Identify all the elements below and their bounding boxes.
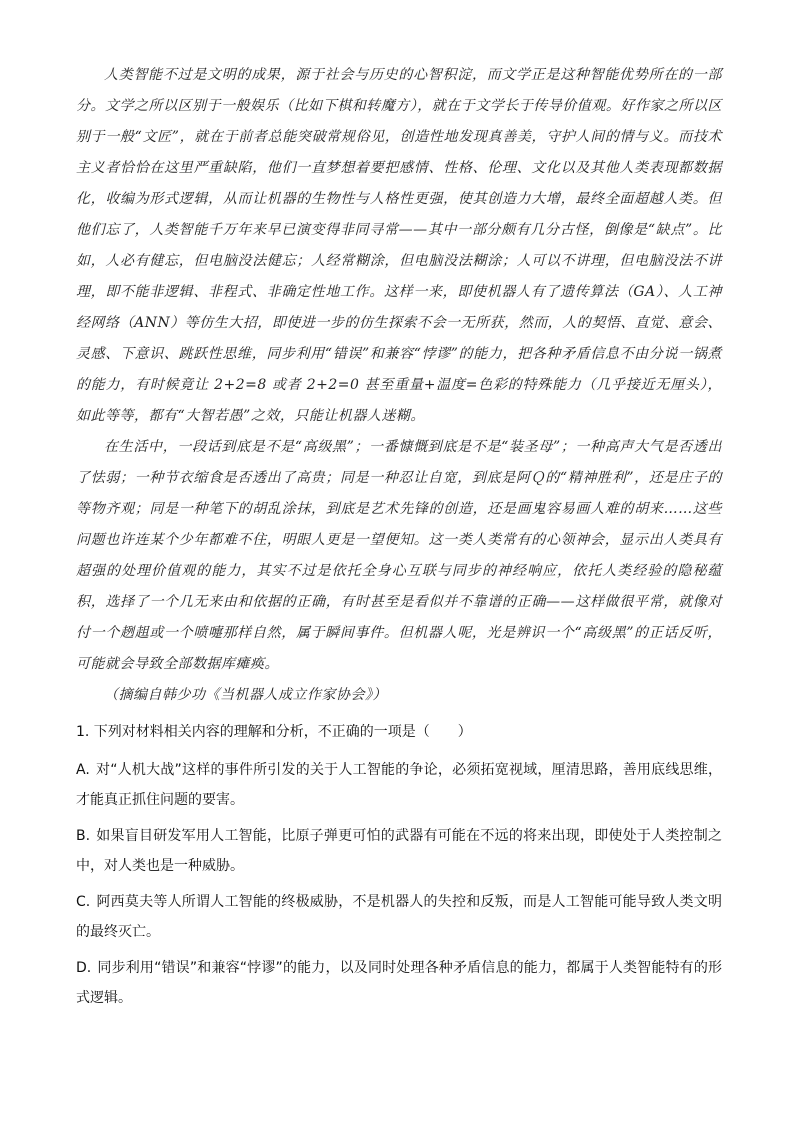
option-c[interactable] xyxy=(76,887,722,947)
option-letter: D. xyxy=(76,960,92,976)
option-text: 同步利用“错误”和兼容“悖谬”的能力，以及同时处理各种矛盾信息的能力，都属于人类智能特有的形式逻辑。 xyxy=(76,960,722,1006)
question-stem: 1. 下列对材料相关内容的理解和分析，不正确的一项是（ ） xyxy=(76,724,472,740)
option-letter: A. xyxy=(76,762,90,778)
option-b[interactable] xyxy=(76,821,722,881)
reading-passage xyxy=(76,60,722,711)
option-letter: B. xyxy=(76,828,91,844)
passage-source: （摘编自韩少功《当机器人成立作家协会》） xyxy=(104,687,387,703)
passage-paragraph-2: 在生活中，一段话到底是不是“高级黑”；一番慷慨到底是不是“装圣母”；一种高声大气是否透出了怯弱；一种节衣缩食是否透出了高贵；同是一种忍让自宽，到底是阿Ｑ的“精神胜利”，还是庄子的等物齐观；同是一种笔下的胡乱涂抹，到底是艺术先锋的创造，还是画鬼容易画人难的胡来……这些问题也许连某个少年都难不住，明眼人更是一望便知。这一类人类常有的心领神会，显示出人类具有超强的处理价值观的能力，其实不过是依托全身心互联与同步的神经响应，依托人类经验的隐秘蕴积，选择了一个几无来由和依据的正确，有时甚至是看似并不靠谱的正确——这样做很平常，就像对付一个趔趄或一个喷嚏那样自然，属于瞬间事件。但机器人呢，光是辨识一个“高级黑”的正话反听，可能就会导致全部数据库瘫痪。 xyxy=(76,439,722,672)
question-1 xyxy=(76,717,722,1013)
passage-paragraph-1: 人类智能不过是文明的成果，源于社会与历史的心智积淀，而文学正是这种智能优势所在的一部分。文学之所以区别于一般娱乐（比如下棋和转魔方），就在于文学长于传导价值观。好作家之所以区别于一般“文匠”，就在于前者总能突破常规俗见，创造性地发现真善美，守护人间的情与义。而技术主义者恰恰在这里严重缺陷，他们一直梦想着要把感情、性格、伦理、文化以及其他人类表现都数据化，收编为形式逻辑，从而让机器的生物性与人格性更强，使其创造力大增，最终全面超越人类。但他们忘了，人类智能千万年来早已演变得非同寻常——其中一部分颇有几分古怪，倒像是“缺点”。比如，人必有健忘，但电脑没法健忘；人经常糊涂，但电脑没法糊涂；人可以不讲理，但电脑没法不讲理，即不能非逻辑、非程式、非确定性地工作。这样一来，即使机器人有了遗传算法（GA）、人工神经网络（ANN）等仿生大招，即使进一步的仿生探索不会一无所获，然而，人的契悟、直觉、意会、灵感、下意识、跳跃性思维，同步利用“错误”和兼容“悖谬”的能力，把各种矛盾信息不由分说一锅煮的能力，有时候竟让 2+2=8 或者 2+2=0 甚至重量+温度=色彩的特殊能力（几乎接近无厘头），如此等等，都有“大智若愚”之效，只能让机器人迷糊。 xyxy=(76,67,722,424)
option-text: 对“人机大战”这样的事件所引发的关于人工智能的争论，必须拓宽视域，厘清思路，善用底线思维，才能真正抓住问题的要害。 xyxy=(76,762,722,808)
option-d[interactable] xyxy=(76,953,722,1013)
option-letter: C. xyxy=(76,894,91,910)
option-text: 阿西莫夫等人所谓人工智能的终极威胁，不是机器人的失控和反叛，而是人工智能可能导致人类文明的最终灭亡。 xyxy=(76,894,722,940)
option-text: 如果盲目研发军用人工智能，比原子弹更可怕的武器有可能在不远的将来出现，即使处于人类控制之中，对人类也是一种威胁。 xyxy=(76,828,722,874)
option-a[interactable] xyxy=(76,755,722,815)
